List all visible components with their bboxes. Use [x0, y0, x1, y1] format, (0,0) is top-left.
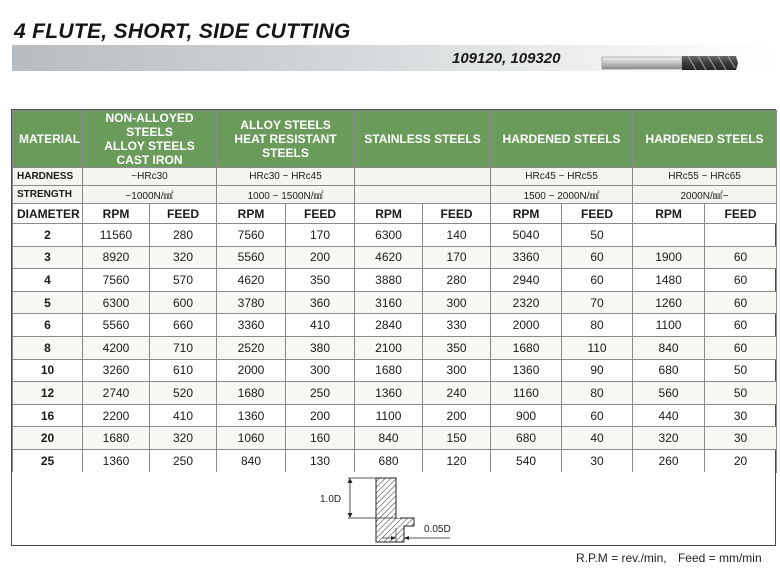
table-row: [13, 449, 777, 472]
rpm-cell: 2000: [491, 314, 562, 337]
rpm-cell: 840: [355, 427, 423, 450]
feed-cell: 30: [562, 449, 633, 472]
material-label: MATERIAL: [13, 111, 83, 168]
rpm-cell: 1680: [355, 359, 423, 382]
strength-value: ~1000N/㎟: [83, 186, 217, 204]
feed-cell: 70: [562, 291, 633, 314]
hardness-row: [13, 168, 777, 186]
feed-cell: 60: [705, 314, 777, 337]
feed-cell: 60: [705, 336, 777, 359]
units-footnote: [576, 551, 762, 565]
hardness-value: HRc30 ~ HRc45: [217, 168, 355, 186]
rpm-header: RPM: [491, 204, 562, 224]
feed-cell: 140: [423, 224, 491, 247]
feed-cell: 300: [423, 291, 491, 314]
rpm-cell: 680: [491, 427, 562, 450]
rpm-cell: 1060: [217, 427, 286, 450]
feed-cell: 50: [562, 224, 633, 247]
feed-cell: 660: [150, 314, 217, 337]
feed-cell: 80: [562, 314, 633, 337]
rpm-cell: 11560: [83, 224, 150, 247]
rpm-cell: 5560: [83, 314, 150, 337]
rpm-cell: 3160: [355, 291, 423, 314]
table-row: [13, 269, 777, 292]
rpm-cell: 1680: [83, 427, 150, 450]
hardness-value: HRc45 ~ HRc55: [491, 168, 633, 186]
rpm-cell: 7560: [83, 269, 150, 292]
material-group-4: HARDENED STEELS: [491, 111, 633, 168]
feed-cell: 250: [150, 449, 217, 472]
cutting-depth-diagram: [310, 474, 480, 546]
diameter-cell: 12: [13, 382, 83, 405]
rpm-cell: 1260: [633, 291, 705, 314]
rpm-cell: 2840: [355, 314, 423, 337]
feed-cell: 280: [150, 224, 217, 247]
feed-cell: 520: [150, 382, 217, 405]
feed-cell: 200: [286, 404, 355, 427]
feed-cell: 200: [286, 246, 355, 269]
hardness-value: [355, 168, 491, 186]
rpm-cell: 1900: [633, 246, 705, 269]
rpm-cell: 8920: [83, 246, 150, 269]
hardness-value: HRc55 ~ HRc65: [633, 168, 777, 186]
diameter-cell: 10: [13, 359, 83, 382]
table-row: [13, 224, 777, 247]
feed-cell: 80: [562, 382, 633, 405]
table-row: [13, 382, 777, 405]
rpm-cell: 1100: [633, 314, 705, 337]
strength-value: 2000N/㎟~: [633, 186, 777, 204]
rpm-cell: 6300: [355, 224, 423, 247]
rpm-cell: 2100: [355, 336, 423, 359]
rpm-cell: 5040: [491, 224, 562, 247]
feed-cell: 320: [150, 427, 217, 450]
rpm-cell: 680: [355, 449, 423, 472]
feed-cell: 300: [423, 359, 491, 382]
rpm-cell: [633, 224, 705, 247]
rpm-cell: 1680: [491, 336, 562, 359]
feed-header: FEED: [423, 204, 491, 224]
material-header-row: [13, 111, 777, 168]
feed-cell: 90: [562, 359, 633, 382]
diameter-cell: 16: [13, 404, 83, 427]
diameter-cell: 4: [13, 269, 83, 292]
feed-cell: 60: [705, 269, 777, 292]
rpm-header: RPM: [217, 204, 286, 224]
feed-cell: 330: [423, 314, 491, 337]
material-group-2: ALLOY STEELS HEAT RESISTANT STEELS: [217, 111, 355, 168]
rpm-cell: 2940: [491, 269, 562, 292]
diameter-cell: 25: [13, 449, 83, 472]
rpm-cell: 680: [633, 359, 705, 382]
feed-cell: 410: [150, 404, 217, 427]
feed-header: FEED: [286, 204, 355, 224]
feed-header: FEED: [705, 204, 777, 224]
feed-cell: 710: [150, 336, 217, 359]
feed-header: FEED: [562, 204, 633, 224]
feed-cell: 240: [423, 382, 491, 405]
strength-row: [13, 186, 777, 204]
rpm-cell: 560: [633, 382, 705, 405]
product-codes: 109120, 109320: [452, 50, 561, 67]
feed-cell: 120: [423, 449, 491, 472]
table-row: [13, 291, 777, 314]
feed-cell: 350: [286, 269, 355, 292]
diameter-cell: 3: [13, 246, 83, 269]
diameter-cell: 20: [13, 427, 83, 450]
table-row: [13, 404, 777, 427]
depth-dimension-label: 1.0D: [320, 494, 342, 505]
feed-cell: 170: [423, 246, 491, 269]
feed-cell: 610: [150, 359, 217, 382]
feed-cell: 350: [423, 336, 491, 359]
rpm-cell: 2200: [83, 404, 150, 427]
feed-cell: 60: [562, 246, 633, 269]
strength-value: 1000 ~ 1500N/㎟: [217, 186, 355, 204]
feed-header: FEED: [150, 204, 217, 224]
feed-cell: 130: [286, 449, 355, 472]
feed-cell: 40: [562, 427, 633, 450]
rpm-cell: 4620: [355, 246, 423, 269]
rpm-cell: 1360: [491, 359, 562, 382]
rpm-cell: 1680: [217, 382, 286, 405]
rpm-cell: 7560: [217, 224, 286, 247]
feed-cell: 280: [423, 269, 491, 292]
rpm-cell: 900: [491, 404, 562, 427]
rpm-cell: 1100: [355, 404, 423, 427]
rpm-cell: 4200: [83, 336, 150, 359]
column-header-row: [13, 204, 777, 224]
feed-cell: 380: [286, 336, 355, 359]
material-group-1: NON-ALLOYED STEELS ALLOY STEELS CAST IRON: [83, 111, 217, 168]
feed-cell: 30: [705, 404, 777, 427]
rpm-cell: 840: [217, 449, 286, 472]
table-row: [13, 246, 777, 269]
rpm-cell: 2520: [217, 336, 286, 359]
feed-cell: 150: [423, 427, 491, 450]
rpm-cell: 6300: [83, 291, 150, 314]
feed-cell: 160: [286, 427, 355, 450]
rpm-cell: 840: [633, 336, 705, 359]
rpm-cell: 1480: [633, 269, 705, 292]
rpm-header: RPM: [633, 204, 705, 224]
feed-cell: 570: [150, 269, 217, 292]
rpm-cell: 1360: [83, 449, 150, 472]
table-row: [13, 336, 777, 359]
feed-cell: 320: [150, 246, 217, 269]
rpm-cell: 260: [633, 449, 705, 472]
feed-cell: 410: [286, 314, 355, 337]
feed-cell: 50: [705, 359, 777, 382]
feed-cell: 60: [562, 269, 633, 292]
rpm-cell: 1160: [491, 382, 562, 405]
rpm-cell: 440: [633, 404, 705, 427]
rpm-cell: 5560: [217, 246, 286, 269]
feed-cell: 60: [562, 404, 633, 427]
feed-cell: 30: [705, 427, 777, 450]
table-row: [13, 314, 777, 337]
diameter-cell: 5: [13, 291, 83, 314]
rpm-cell: 2000: [217, 359, 286, 382]
rpm-cell: 320: [633, 427, 705, 450]
rpm-cell: 2320: [491, 291, 562, 314]
material-group-5: HARDENED STEELS: [633, 111, 777, 168]
rpm-cell: 3880: [355, 269, 423, 292]
rpm-cell: 3780: [217, 291, 286, 314]
hardness-value: ~HRc30: [83, 168, 217, 186]
rpm-cell: 540: [491, 449, 562, 472]
diameter-cell: 2: [13, 224, 83, 247]
diameter-cell: 8: [13, 336, 83, 359]
feed-cell: [705, 224, 777, 247]
feed-cell: 300: [286, 359, 355, 382]
rpm-cell: 4620: [217, 269, 286, 292]
rpm-cell: 3360: [491, 246, 562, 269]
feed-cell: 60: [705, 246, 777, 269]
feed-cell: 600: [150, 291, 217, 314]
feed-cell: 200: [423, 404, 491, 427]
cutting-data-table: [11, 109, 776, 473]
feed-cell: 250: [286, 382, 355, 405]
material-group-3: STAINLESS STEELS: [355, 111, 491, 168]
rpm-cell: 3360: [217, 314, 286, 337]
rpm-header: RPM: [83, 204, 150, 224]
rpm-cell: 3260: [83, 359, 150, 382]
rpm-unit-note: R.P.M = rev./min,: [576, 551, 667, 565]
feed-unit-note: Feed = mm/min: [677, 551, 762, 565]
strength-label: STRENGTH: [13, 186, 83, 204]
rpm-header: RPM: [355, 204, 423, 224]
feed-cell: 20: [705, 449, 777, 472]
strength-value: 1500 ~ 2000N/㎟: [491, 186, 633, 204]
width-dimension-label: 0.05D: [424, 524, 451, 535]
rpm-cell: 1360: [355, 382, 423, 405]
diameter-cell: 6: [13, 314, 83, 337]
table-row: [13, 427, 777, 450]
rpm-cell: 2740: [83, 382, 150, 405]
feed-cell: 50: [705, 382, 777, 405]
end-mill-icon: [600, 52, 740, 74]
feed-cell: 360: [286, 291, 355, 314]
feed-cell: 60: [705, 291, 777, 314]
hardness-label: HARDNESS: [13, 168, 83, 186]
table-row: [13, 359, 777, 382]
rpm-cell: 1360: [217, 404, 286, 427]
page-title: 4 FLUTE, SHORT, SIDE CUTTING: [14, 20, 351, 43]
strength-value: [355, 186, 491, 204]
feed-cell: 170: [286, 224, 355, 247]
diameter-header: DIAMETER: [13, 204, 83, 224]
feed-cell: 110: [562, 336, 633, 359]
